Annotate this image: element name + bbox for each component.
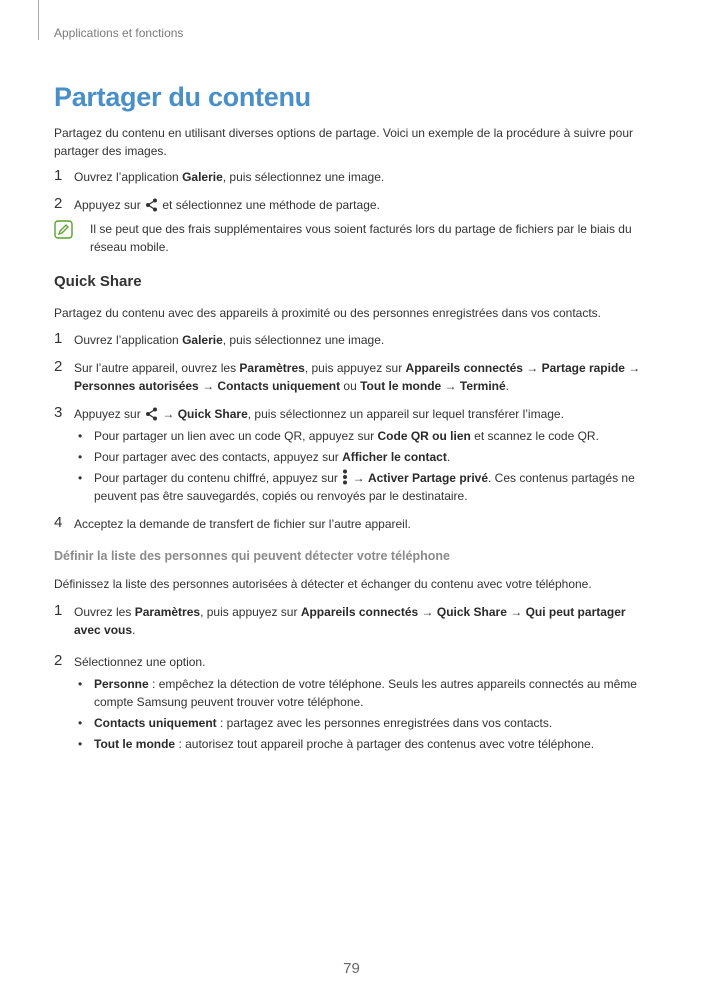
list-item: • Pour partager avec des contacts, appuyez sur Afficher le contact. <box>74 448 650 466</box>
step-2: 2 Appuyez sur et sélectionnez une méthode de partage. <box>54 195 380 212</box>
chapter-header: Applications et fonctions <box>54 26 184 40</box>
step-1: 1 Ouvrez l’application Galerie, puis sélectionnez une image. <box>54 167 385 184</box>
page-number: 79 <box>343 960 360 977</box>
step-number: 1 <box>54 330 63 347</box>
more-options-icon <box>342 469 348 485</box>
note-text: Il se peut que des frais supplémentaires vous soient facturés lors du partage de fichiers par le biais du réseau mobile. <box>90 222 632 254</box>
quick-share-intro: Partagez du contenu avec des appareils à proximité ou des personnes enregistrées dans vos contacts. <box>54 306 601 320</box>
page-title: Partager du contenu <box>54 82 311 112</box>
step-2: 2 Sélectionnez une option. • Personne : empêchez la détection de votre téléphone. Seuls les autres appareils connectés au même compte Samsung peuvent trouver votre téléphone. • Contacts uniquement : partagez avec les personnes enregistrées dans vos contacts. • Tout le monde : autorisez tout appareil proche à partager des contenus avec votre téléphone. <box>54 653 650 753</box>
step-1: 1 Ouvrez les Paramètres, puis appuyez sur Appareils connectés → Quick Share → Qui peut partager avec vous. <box>54 602 626 637</box>
step-number: 2 <box>54 358 63 375</box>
subsection-title: Définir la liste des personnes qui peuvent détecter votre téléphone <box>54 549 450 563</box>
step-number: 1 <box>54 167 63 184</box>
bullet-list <box>74 427 650 505</box>
list-item: • Tout le monde : autorisez tout appareil proche à partager des contenus avec votre téléphone. <box>74 735 650 753</box>
step-3: 3 Appuyez sur → Quick Share, puis sélectionnez un appareil sur lequel transférer l’image. • Pour partager un lien avec un code QR, appuyez sur Code QR ou lien et scannez le code QR. • Pour partager avec des contacts, appuyez sur Afficher le contact. • Pour partager du contenu chiffré, appuyez sur → Activer Partage privé. Ces contenus partagés ne peuvent pas être sauvegardés, copiés ou renvoyés par le destinataire. <box>54 405 650 505</box>
list-item: • Contacts uniquement : partagez avec les personnes enregistrées dans vos contacts. <box>74 714 650 732</box>
step-2: 2 Sur l’autre appareil, ouvrez les Paramètres, puis appuyez sur Appareils connectés → Partage rapide → Personnes autorisées → Contacts uniquement ou Tout le monde → Terminé. <box>54 358 641 393</box>
share-icon <box>145 407 158 421</box>
list-item: • Pour partager un lien avec un code QR, appuyez sur Code QR ou lien et scannez le code QR. <box>74 427 650 445</box>
step-number: 1 <box>54 602 63 619</box>
step-number: 4 <box>54 514 63 531</box>
step-1: 1 Ouvrez l’application Galerie, puis sélectionnez une image. <box>54 330 385 347</box>
intro-paragraph: Partagez du contenu en utilisant diverses options de partage. Voici un exemple de la procédure à suivre pour partager des images. <box>54 126 634 158</box>
note-box <box>54 220 650 256</box>
list-item: • Personne : empêchez la détection de votre téléphone. Seuls les autres appareils connectés au même compte Samsung peuvent trouver votre téléphone. <box>74 675 650 711</box>
section-title-quick-share: Quick Share <box>54 273 142 290</box>
step-4: 4 Acceptez la demande de transfert de fichier sur l’autre appareil. <box>54 514 411 531</box>
share-icon <box>145 198 158 212</box>
option-list <box>74 675 650 753</box>
step-number: 2 <box>54 652 63 669</box>
list-item: • Pour partager du contenu chiffré, appuyez sur → Activer Partage privé. Ces contenus partagés ne peuvent pas être sauvegardés, copiés ou renvoyés par le destinataire. <box>74 469 650 505</box>
visibility-intro: Définissez la liste des personnes autorisées à détecter et échanger du contenu avec votre téléphone. <box>54 577 592 591</box>
page-edge-line <box>38 0 39 40</box>
page-content <box>54 80 650 763</box>
step-number: 2 <box>54 195 63 212</box>
step-number: 3 <box>54 404 63 421</box>
note-icon <box>54 220 73 239</box>
